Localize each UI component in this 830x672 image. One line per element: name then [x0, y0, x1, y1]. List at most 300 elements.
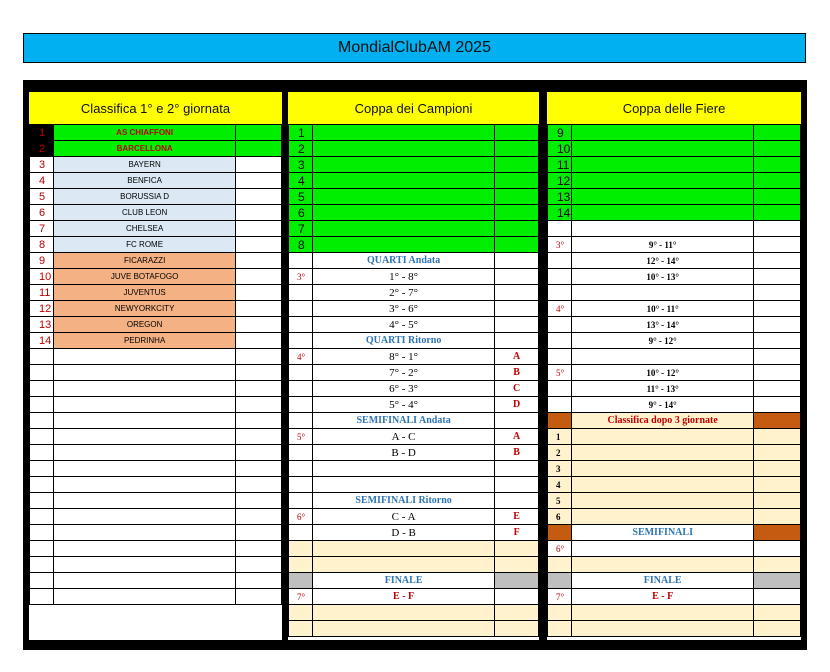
round-label: 6° — [289, 509, 313, 525]
match-row — [548, 269, 801, 285]
team-cell: BARCELLONA — [53, 141, 235, 157]
result-letter: B — [495, 445, 539, 461]
empty-cell — [236, 557, 282, 573]
team-cell: AS CHIAFFONI — [53, 125, 235, 141]
classifica-empty-row — [30, 493, 282, 509]
match-cell: 5° - 4° — [312, 397, 494, 413]
empty-cell — [754, 445, 801, 461]
match-cell: 9° - 14° — [571, 397, 753, 413]
empty-cell — [571, 125, 753, 141]
match-row — [548, 237, 801, 253]
result-letter: A — [495, 349, 539, 365]
empty-cell — [495, 461, 539, 477]
empty-cell — [754, 573, 801, 589]
empty-cell — [495, 285, 539, 301]
empty-cell — [53, 365, 235, 381]
empty-cell — [754, 589, 801, 605]
empty-cell — [289, 413, 313, 429]
empty-cell — [548, 573, 572, 589]
empty-cell — [30, 445, 54, 461]
match-row — [289, 525, 539, 541]
empty-cell — [53, 541, 235, 557]
empty-cell — [754, 285, 801, 301]
empty-cell — [312, 125, 494, 141]
empty-cell — [754, 605, 801, 621]
spreadsheet-frame — [23, 80, 807, 650]
result-letter: F — [495, 525, 539, 541]
classifica-empty-row — [30, 445, 282, 461]
classifica-row — [30, 333, 282, 349]
quarti-ritorno-heading: QUARTI Ritorno — [312, 333, 494, 349]
classifica-row — [30, 253, 282, 269]
slot-row — [289, 141, 539, 157]
empty-row — [548, 349, 801, 365]
empty-cell — [312, 621, 494, 637]
classifica-empty-row — [30, 381, 282, 397]
empty-cell — [236, 525, 282, 541]
empty-cell — [53, 557, 235, 573]
heading-row — [548, 413, 801, 429]
empty-cell — [30, 493, 54, 509]
rank-cell: 2 — [30, 141, 54, 157]
match-row — [289, 285, 539, 301]
slot-number: 6 — [289, 205, 313, 221]
classifica-empty-row — [30, 509, 282, 525]
match-row — [289, 269, 539, 285]
standing-row — [548, 429, 801, 445]
classifica-row — [30, 269, 282, 285]
empty-cell — [754, 301, 801, 317]
slot-number: 9 — [548, 125, 572, 141]
rank-cell: 2 — [548, 445, 572, 461]
empty-row — [289, 461, 539, 477]
empty-cell — [312, 189, 494, 205]
standing-row — [548, 445, 801, 461]
team-cell: JUVE BOTAFOGO — [53, 269, 235, 285]
empty-cell — [289, 253, 313, 269]
empty-row — [548, 605, 801, 621]
rank-cell: 4 — [548, 477, 572, 493]
team-cell: JUVENTUS — [53, 285, 235, 301]
empty-cell — [30, 365, 54, 381]
empty-cell — [548, 221, 572, 237]
empty-cell — [289, 285, 313, 301]
empty-cell — [548, 621, 572, 637]
match-cell: A - C — [312, 429, 494, 445]
empty-row — [548, 221, 801, 237]
empty-cell — [754, 429, 801, 445]
empty-cell — [571, 285, 753, 301]
round-label: 4° — [548, 301, 572, 317]
empty-cell — [754, 125, 801, 141]
empty-cell — [495, 317, 539, 333]
empty-cell — [571, 141, 753, 157]
empty-cell — [754, 237, 801, 253]
slot-number: 5 — [289, 189, 313, 205]
coppa-fiere-header: Coppa delle Fiere — [547, 92, 801, 124]
rank-cell: 10 — [30, 269, 54, 285]
empty-cell — [312, 221, 494, 237]
classifica-empty-row — [30, 397, 282, 413]
empty-cell — [495, 621, 539, 637]
empty-cell — [53, 525, 235, 541]
match-row — [548, 253, 801, 269]
classifica-empty-row — [30, 429, 282, 445]
empty-cell — [548, 269, 572, 285]
match-cell: 9° - 11° — [571, 237, 753, 253]
empty-row — [289, 541, 539, 557]
heading-row — [548, 573, 801, 589]
match-row — [548, 301, 801, 317]
rank-cell: 1 — [548, 429, 572, 445]
empty-cell — [312, 237, 494, 253]
classifica-3-heading: Classifica dopo 3 giornate — [571, 413, 753, 429]
slot-number: 4 — [289, 173, 313, 189]
empty-cell — [312, 205, 494, 221]
empty-cell — [548, 253, 572, 269]
classifica-table — [29, 124, 282, 605]
empty-cell — [754, 317, 801, 333]
heading-row — [289, 253, 539, 269]
team-cell: OREGON — [53, 317, 235, 333]
heading-row — [289, 333, 539, 349]
empty-cell — [754, 333, 801, 349]
empty-cell — [495, 253, 539, 269]
empty-cell — [495, 557, 539, 573]
empty-cell — [571, 605, 753, 621]
result-letter: D — [495, 397, 539, 413]
empty-cell — [495, 493, 539, 509]
empty-cell — [548, 381, 572, 397]
empty-cell — [30, 477, 54, 493]
empty-cell — [548, 317, 572, 333]
match-row — [548, 381, 801, 397]
team-cell: BORUSSIA D — [53, 189, 235, 205]
empty-cell — [289, 605, 313, 621]
empty-cell — [236, 445, 282, 461]
page-title: MondialClubAM 2025 — [23, 33, 806, 63]
team-cell: CHELSEA — [53, 221, 235, 237]
empty-cell — [289, 477, 313, 493]
heading-row — [289, 493, 539, 509]
empty-row — [289, 621, 539, 637]
team-cell: PEDRINHA — [53, 333, 235, 349]
match-row — [289, 317, 539, 333]
rank-cell: 8 — [30, 237, 54, 253]
empty-cell — [312, 557, 494, 573]
final-match: E - F — [571, 589, 753, 605]
empty-cell — [495, 477, 539, 493]
empty-cell — [495, 125, 539, 141]
round-label: 7° — [548, 589, 572, 605]
match-row — [548, 365, 801, 381]
empty-cell — [30, 525, 54, 541]
coppa-campioni-header: Coppa dei Campioni — [288, 92, 539, 124]
empty-cell — [289, 317, 313, 333]
rank-cell: 6 — [548, 509, 572, 525]
empty-cell — [495, 333, 539, 349]
final-match: E - F — [312, 589, 494, 605]
empty-cell — [289, 557, 313, 573]
empty-cell — [754, 525, 801, 541]
empty-cell — [312, 477, 494, 493]
match-row — [289, 429, 539, 445]
empty-cell — [548, 333, 572, 349]
classifica-row — [30, 173, 282, 189]
empty-cell — [495, 173, 539, 189]
slot-row — [289, 189, 539, 205]
rank-cell: 3 — [548, 461, 572, 477]
classifica-row — [30, 301, 282, 317]
empty-cell — [495, 141, 539, 157]
match-row — [289, 445, 539, 461]
slot-number: 1 — [289, 125, 313, 141]
empty-cell — [53, 381, 235, 397]
match-row — [289, 509, 539, 525]
empty-cell — [495, 189, 539, 205]
empty-cell — [754, 157, 801, 173]
match-cell: C - A — [312, 509, 494, 525]
slot-number: 8 — [289, 237, 313, 253]
points-cell — [236, 157, 282, 173]
classifica-empty-row — [30, 573, 282, 589]
match-cell: 10° - 11° — [571, 301, 753, 317]
match-row — [548, 397, 801, 413]
round-label: 3° — [289, 269, 313, 285]
empty-cell — [754, 557, 801, 573]
empty-cell — [754, 189, 801, 205]
result-letter: C — [495, 381, 539, 397]
team-cell: BENFICA — [53, 173, 235, 189]
points-cell — [236, 285, 282, 301]
points-cell — [236, 237, 282, 253]
empty-cell — [236, 477, 282, 493]
team-cell: FC ROME — [53, 237, 235, 253]
coppa-campioni-panel — [288, 92, 539, 640]
match-cell: 9° - 12° — [571, 333, 753, 349]
rank-cell: 13 — [30, 317, 54, 333]
coppa-fiere-panel — [547, 92, 801, 640]
classifica-empty-row — [30, 365, 282, 381]
empty-cell — [289, 573, 313, 589]
slot-row — [289, 221, 539, 237]
empty-cell — [571, 445, 753, 461]
slot-number: 10 — [548, 141, 572, 157]
semifinali-heading: SEMIFINALI — [571, 525, 753, 541]
rank-cell: 6 — [30, 205, 54, 221]
points-cell — [236, 189, 282, 205]
classifica-row — [30, 285, 282, 301]
classifica-row — [30, 141, 282, 157]
classifica-empty-row — [30, 557, 282, 573]
round-label: 5° — [548, 365, 572, 381]
match-row — [548, 317, 801, 333]
empty-cell — [236, 413, 282, 429]
classifica-empty-row — [30, 413, 282, 429]
match-cell: 1° - 8° — [312, 269, 494, 285]
empty-cell — [236, 381, 282, 397]
slot-number: 13 — [548, 189, 572, 205]
empty-cell — [754, 253, 801, 269]
empty-cell — [236, 397, 282, 413]
empty-cell — [289, 493, 313, 509]
empty-cell — [495, 301, 539, 317]
rank-cell: 5 — [548, 493, 572, 509]
classifica-panel — [29, 92, 282, 640]
points-cell — [236, 301, 282, 317]
classifica-row — [30, 157, 282, 173]
empty-cell — [312, 461, 494, 477]
match-row — [548, 589, 801, 605]
match-cell: B - D — [312, 445, 494, 461]
empty-cell — [236, 461, 282, 477]
empty-row — [289, 605, 539, 621]
empty-cell — [53, 429, 235, 445]
semi-ritorno-heading: SEMIFINALI Ritorno — [312, 493, 494, 509]
classifica-empty-row — [30, 477, 282, 493]
rank-cell: 3 — [30, 157, 54, 173]
classifica-row — [30, 205, 282, 221]
empty-cell — [312, 605, 494, 621]
empty-cell — [571, 509, 753, 525]
rank-cell: 4 — [30, 173, 54, 189]
match-cell: 7° - 2° — [312, 365, 494, 381]
slot-number: 3 — [289, 157, 313, 173]
empty-cell — [571, 541, 753, 557]
empty-cell — [30, 589, 54, 605]
empty-cell — [30, 509, 54, 525]
classifica-row — [30, 237, 282, 253]
empty-cell — [571, 429, 753, 445]
round-label: 3° — [548, 237, 572, 253]
match-row — [289, 301, 539, 317]
team-cell: FICARAZZI — [53, 253, 235, 269]
empty-cell — [754, 381, 801, 397]
empty-cell — [754, 509, 801, 525]
empty-cell — [30, 349, 54, 365]
points-cell — [236, 269, 282, 285]
empty-cell — [289, 525, 313, 541]
slot-number: 12 — [548, 173, 572, 189]
empty-cell — [571, 173, 753, 189]
empty-cell — [754, 141, 801, 157]
empty-cell — [289, 461, 313, 477]
empty-cell — [289, 445, 313, 461]
points-cell — [236, 141, 282, 157]
empty-cell — [289, 333, 313, 349]
rank-cell: 9 — [30, 253, 54, 269]
empty-row — [289, 557, 539, 573]
match-cell: 8° - 1° — [312, 349, 494, 365]
result-letter: A — [495, 429, 539, 445]
semi-andata-heading: SEMIFINALI Andata — [312, 413, 494, 429]
empty-cell — [754, 221, 801, 237]
empty-cell — [236, 349, 282, 365]
empty-row — [548, 621, 801, 637]
match-row — [548, 541, 801, 557]
empty-cell — [548, 525, 572, 541]
heading-row — [548, 525, 801, 541]
empty-cell — [571, 493, 753, 509]
empty-cell — [571, 461, 753, 477]
empty-cell — [53, 445, 235, 461]
finale-heading: FINALE — [312, 573, 494, 589]
empty-cell — [53, 349, 235, 365]
rank-cell: 14 — [30, 333, 54, 349]
empty-cell — [495, 413, 539, 429]
empty-cell — [30, 429, 54, 445]
empty-cell — [53, 461, 235, 477]
empty-cell — [30, 461, 54, 477]
empty-cell — [548, 285, 572, 301]
empty-cell — [30, 557, 54, 573]
match-cell: 11° - 13° — [571, 381, 753, 397]
standing-row — [548, 493, 801, 509]
empty-cell — [236, 509, 282, 525]
empty-row — [548, 285, 801, 301]
points-cell — [236, 253, 282, 269]
slot-row — [548, 173, 801, 189]
slot-row — [548, 141, 801, 157]
classifica-empty-row — [30, 525, 282, 541]
empty-cell — [53, 477, 235, 493]
classifica-empty-row — [30, 349, 282, 365]
empty-cell — [571, 205, 753, 221]
empty-cell — [236, 541, 282, 557]
points-cell — [236, 221, 282, 237]
match-cell: 2° - 7° — [312, 285, 494, 301]
match-cell: 3° - 6° — [312, 301, 494, 317]
empty-cell — [495, 573, 539, 589]
empty-cell — [53, 413, 235, 429]
team-cell: BAYERN — [53, 157, 235, 173]
empty-cell — [30, 541, 54, 557]
empty-cell — [548, 397, 572, 413]
classifica-row — [30, 189, 282, 205]
empty-cell — [495, 221, 539, 237]
team-cell: CLUB LEON — [53, 205, 235, 221]
coppa-fiere-table — [547, 124, 801, 637]
classifica-row — [30, 221, 282, 237]
points-cell — [236, 173, 282, 189]
slot-row — [548, 189, 801, 205]
empty-cell — [312, 157, 494, 173]
empty-row — [548, 557, 801, 573]
empty-cell — [312, 141, 494, 157]
empty-cell — [312, 541, 494, 557]
empty-cell — [289, 365, 313, 381]
rank-cell: 7 — [30, 221, 54, 237]
heading-row — [289, 413, 539, 429]
empty-cell — [548, 605, 572, 621]
empty-cell — [53, 509, 235, 525]
empty-cell — [289, 621, 313, 637]
result-letter: B — [495, 365, 539, 381]
empty-cell — [289, 301, 313, 317]
round-label: 7° — [289, 589, 313, 605]
empty-cell — [495, 205, 539, 221]
empty-cell — [289, 381, 313, 397]
slot-row — [548, 205, 801, 221]
empty-cell — [754, 461, 801, 477]
match-row — [289, 365, 539, 381]
match-row — [289, 349, 539, 365]
empty-cell — [53, 397, 235, 413]
empty-cell — [53, 493, 235, 509]
slot-row — [289, 237, 539, 253]
points-cell — [236, 333, 282, 349]
empty-cell — [236, 493, 282, 509]
